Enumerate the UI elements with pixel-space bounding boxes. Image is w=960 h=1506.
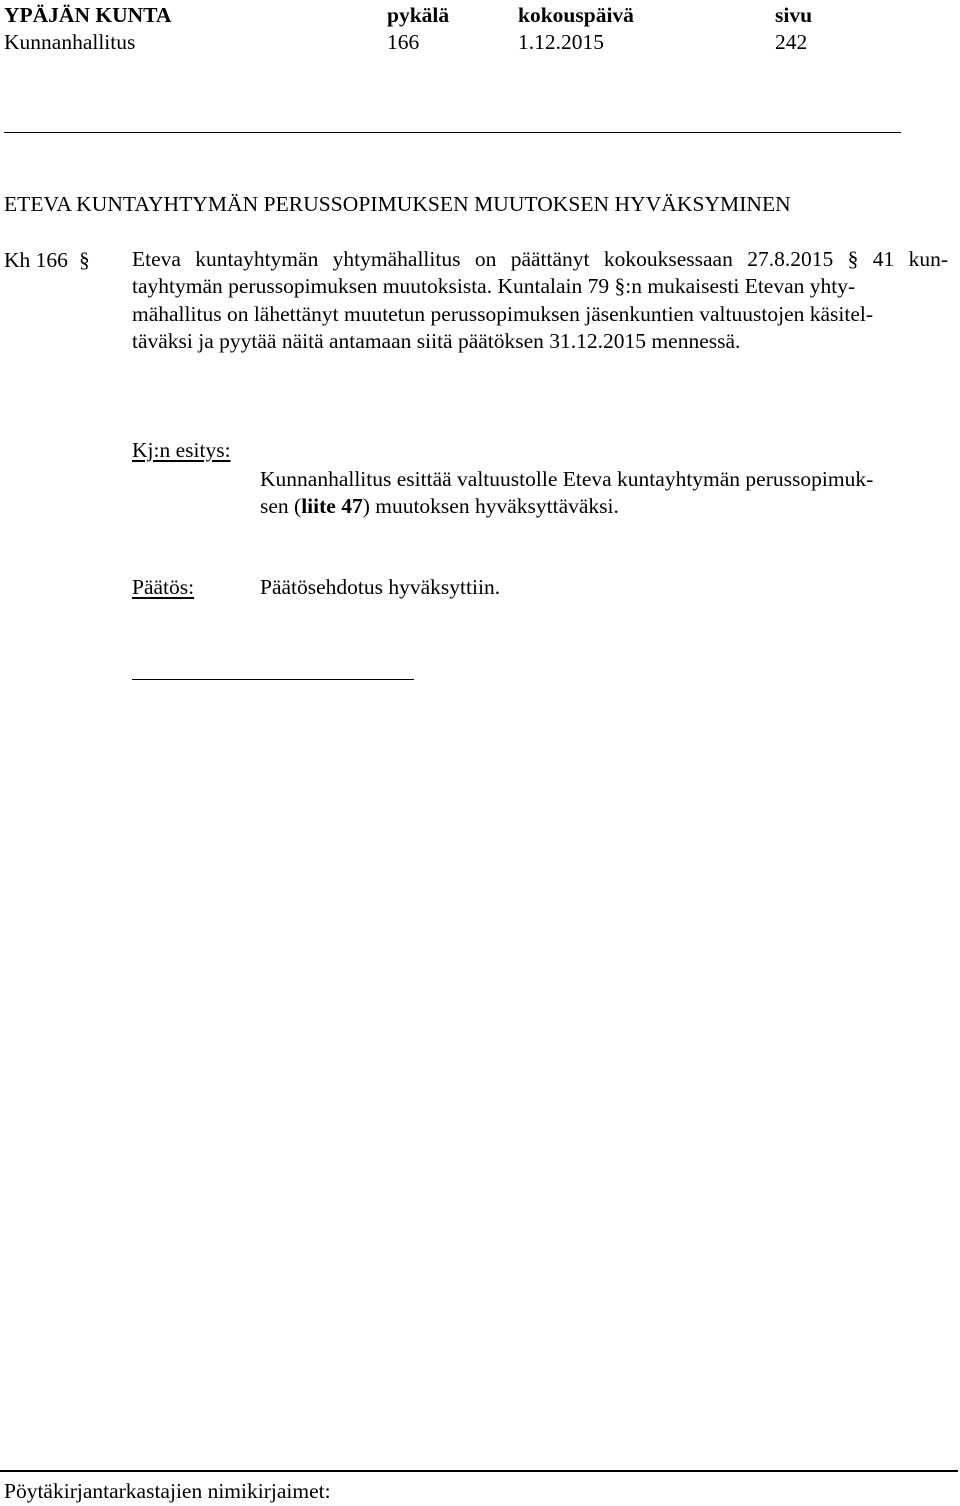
proposal-label: Kj:n esitys: — [132, 438, 231, 462]
section-number-value: 166 — [387, 30, 420, 54]
header-divider — [4, 132, 901, 133]
meeting-date-value: 1.12.2015 — [518, 30, 604, 54]
proposal-text — [260, 466, 936, 521]
description-line: täväksi ja pyytää näitä antamaan siitä päätöksen 31.12.2015 mennessä. — [132, 328, 741, 353]
footer-divider — [0, 1470, 958, 1472]
item-description — [132, 246, 948, 355]
attachment-reference: liite 47 — [301, 494, 363, 519]
page-number-label: sivu — [775, 3, 813, 27]
decision-label: Päätös: — [132, 575, 195, 599]
page-number-value: 242 — [775, 30, 808, 54]
footer-initials-label: Pöytäkirjantarkastajien nimikirjaimet: — [4, 1479, 331, 1503]
decision-text: Päätösehdotus hyväksyttiin. — [260, 575, 501, 599]
proposal-line: sen (liite 47) muutoksen hyväksyttäväksi. — [260, 494, 619, 519]
proposal-line: Kunnanhallitus esittää valtuustolle Eteva kuntayhtymän perussopimuk- — [260, 467, 874, 491]
section-sign: § — [79, 248, 90, 272]
organization-name: YPÄJÄN KUNTA — [4, 3, 172, 27]
document-title: ETEVA KUNTAYHTYMÄN PERUSSOPIMUKSEN MUUTOKSEN HYVÄKSYMINEN — [4, 192, 791, 216]
description-line: tayhtymän perussopimuksen muutoksista. Kuntalain 79 §:n mukaisesti Etevan yhty- — [132, 274, 856, 299]
item-reference: Kh 166 — [4, 248, 68, 272]
section-number-label: pykälä — [387, 3, 450, 27]
governing-body: Kunnanhallitus — [4, 30, 136, 54]
description-line: mähallitus on lähettänyt muutetun perussopimuksen jäsenkuntien valtuustojen käsitel- — [132, 301, 874, 326]
meeting-date-label: kokouspäivä — [518, 3, 634, 27]
description-line: Eteva kuntayhtymän yhtymähallitus on päättänyt kokouksessaan 27.8.2015 § 41 kun- — [132, 247, 948, 271]
section-end-divider — [132, 679, 414, 680]
